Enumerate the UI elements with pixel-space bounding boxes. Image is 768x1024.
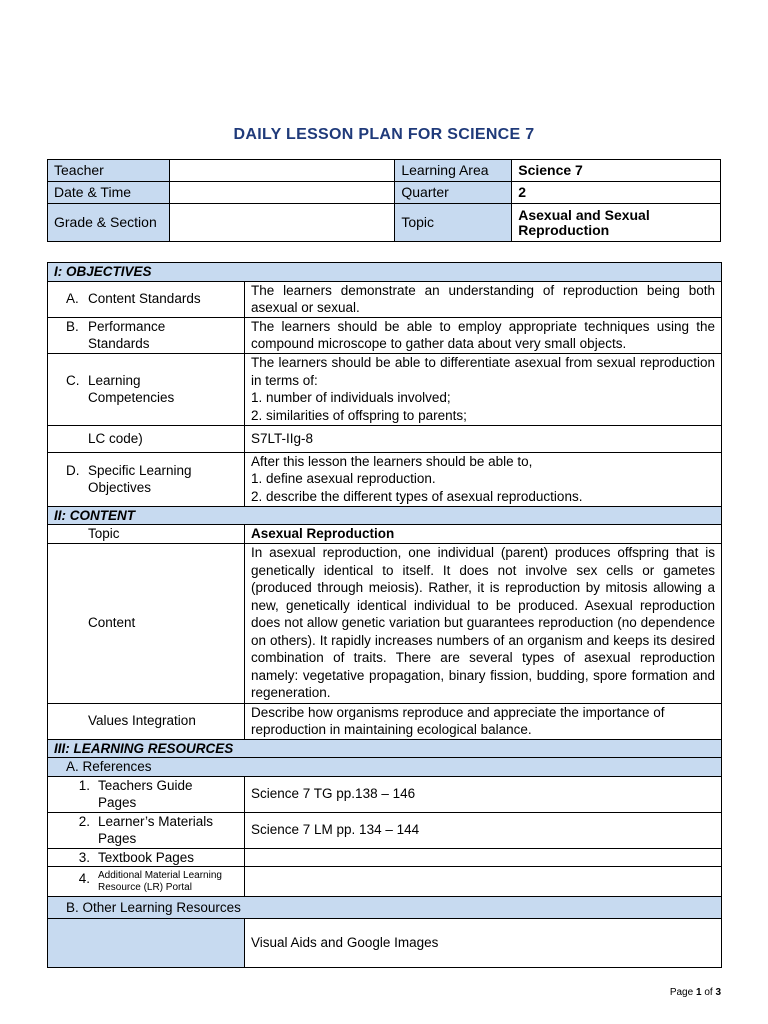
teachers-guide-num: 1. xyxy=(78,777,90,793)
quarter-value: 2 xyxy=(512,182,721,204)
textbook-value[interactable] xyxy=(245,848,722,867)
content-standards-label: Content Standards xyxy=(88,291,201,307)
content-standards-letter: A. xyxy=(66,291,79,307)
values-integration-label: Values Integration xyxy=(48,703,245,739)
teachers-guide-value: Science 7 TG pp.138 – 146 xyxy=(245,776,722,812)
lr-portal-value[interactable] xyxy=(245,867,722,897)
specific-objectives-label: Specific Learning Objectives xyxy=(88,462,192,495)
page-current: 1 xyxy=(695,987,702,998)
date-time-value[interactable] xyxy=(169,182,395,204)
learning-competencies-intro: The learners should be able to differentiate asexual from sexual reproduction in terms of: xyxy=(251,355,715,388)
references-subheader: A. References xyxy=(48,758,722,777)
other-resources-blank-cell xyxy=(48,919,245,968)
learning-competencies-label-cell xyxy=(48,353,245,425)
learning-competencies-label: Learning Competencies xyxy=(88,372,175,405)
learners-materials-label-cell xyxy=(48,812,245,848)
lc-code-value: S7LT-IIg-8 xyxy=(245,425,722,452)
lr-portal-label-cell xyxy=(48,867,245,897)
specific-objectives-item-2: 2. describe the different types of asexual reproductions. xyxy=(251,488,583,504)
topic-value: Asexual and Sexual Reproduction xyxy=(512,204,721,242)
performance-standards-label: Performance Standards xyxy=(88,318,166,351)
teacher-label: Teacher xyxy=(48,160,170,182)
page-title: DAILY LESSON PLAN FOR SCIENCE 7 xyxy=(233,126,535,143)
learners-materials-label: Learner’s Materials Pages xyxy=(98,813,214,846)
content-label: Content xyxy=(48,543,245,703)
topic-row-label: Topic xyxy=(48,525,245,544)
learning-resources-section-header: III: LEARNING RESOURCES xyxy=(48,739,722,758)
learning-area-label: Learning Area xyxy=(395,160,512,182)
values-integration-text: Describe how organisms reproduce and appreciate the importance of reproduction in maintaining ecological balance. xyxy=(245,703,722,739)
objectives-section-header: I: OBJECTIVES xyxy=(48,263,722,282)
teachers-guide-label: Teachers Guide Pages xyxy=(98,777,193,810)
content-text: In asexual reproduction, one individual (parent) produces offspring that is genetically identical to itself. It does not involve sex cells or gametes (produced through meiosis). Rather, it is reproduction by mitosis allowing a new, genetically identical individual to be produced. Asexual reproduction does not allow genetic variation but guarantees reproduction (no dependence on others). It rapidly increases numbers of an organism and keeps its desired combination of traits. There are several types of asexual reproduction namely: vegetative propagation, binary fission, budding, spore formation and regeneration. xyxy=(245,543,722,703)
textbook-num: 3. xyxy=(78,849,90,865)
lr-portal-label: Additional Material Learning Resource (LR) Portal xyxy=(98,869,222,893)
grade-section-label: Grade & Section xyxy=(48,204,170,242)
performance-standards-letter: B. xyxy=(66,318,79,334)
performance-standards-text: The learners should be able to employ appropriate techniques using the compound microscope to gather data about very small objects. xyxy=(245,317,722,353)
other-resources-subheader: B. Other Learning Resources xyxy=(48,897,722,919)
date-time-label: Date & Time xyxy=(48,182,170,204)
lc-code-label: LC code) xyxy=(48,425,245,452)
quarter-label: Quarter xyxy=(395,182,512,204)
learners-materials-value: Science 7 LM pp. 134 – 144 xyxy=(245,812,722,848)
textbook-label-cell xyxy=(48,848,245,867)
specific-objectives-item-1: 1. define asexual reproduction. xyxy=(251,471,436,487)
learning-competencies-item-1: 1. number of individuals involved; xyxy=(251,390,451,405)
lesson-plan-table xyxy=(47,262,722,968)
performance-standards-label-cell xyxy=(48,317,245,353)
page-number xyxy=(670,987,721,998)
other-resources-value: Visual Aids and Google Images xyxy=(245,919,722,968)
topic-label: Topic xyxy=(395,204,512,242)
specific-objectives-cell xyxy=(245,452,722,506)
content-standards-label-cell xyxy=(48,281,245,317)
learning-area-value: Science 7 xyxy=(512,160,721,182)
learning-competencies-letter: C. xyxy=(66,372,80,388)
learning-competencies-cell xyxy=(245,353,722,425)
content-section-header: II: CONTENT xyxy=(48,506,722,525)
page-total: 3 xyxy=(715,987,721,998)
page-word: Page xyxy=(669,987,694,998)
topic-row-value: Asexual Reproduction xyxy=(245,525,722,544)
content-standards-text: The learners demonstrate an understanding of reproduction being both asexual or sexual. xyxy=(245,281,722,317)
grade-section-value[interactable] xyxy=(169,204,395,242)
textbook-label: Textbook Pages xyxy=(98,849,195,865)
specific-objectives-label-cell xyxy=(48,452,245,506)
of-word: of xyxy=(704,987,713,998)
lr-portal-num: 4. xyxy=(78,870,90,886)
teachers-guide-label-cell xyxy=(48,776,245,812)
learners-materials-num: 2. xyxy=(78,813,90,829)
teacher-value[interactable] xyxy=(169,160,395,182)
header-table xyxy=(47,159,721,242)
specific-objectives-intro: After this lesson the learners should be able to, xyxy=(251,453,533,469)
learning-competencies-item-2: 2. similarities of offspring to parents; xyxy=(251,407,467,423)
specific-objectives-letter: D. xyxy=(66,462,80,478)
